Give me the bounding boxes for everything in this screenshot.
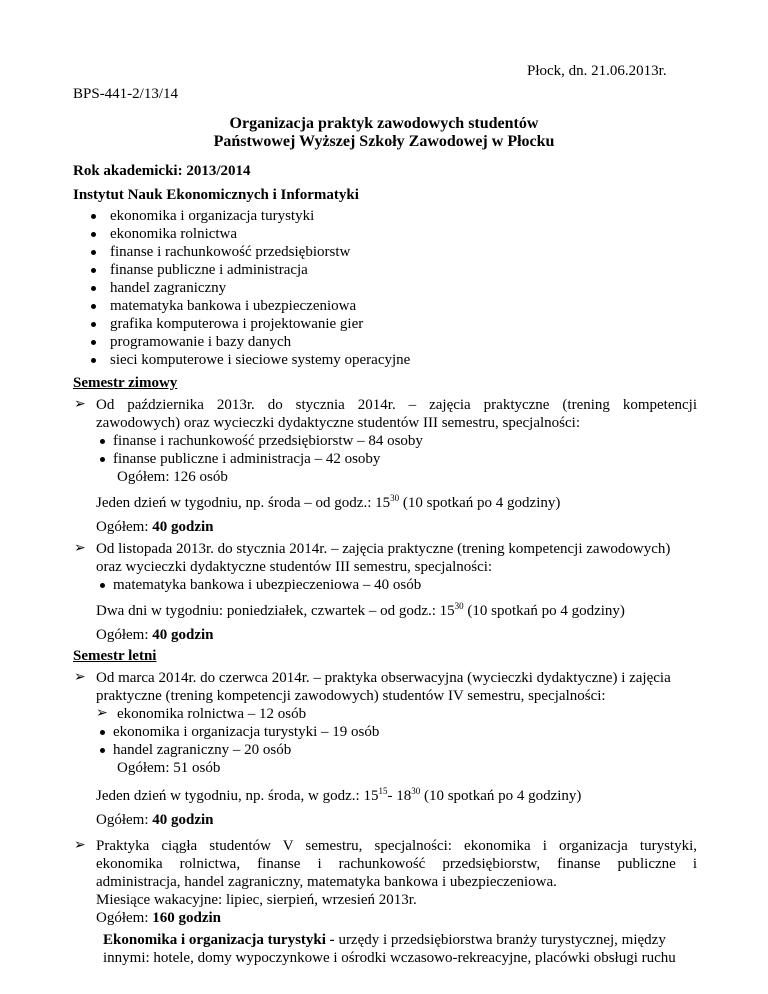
summer-block2-line2: ekonomika rolnictwa, finanse i rachunkowość przedsiębiorstw, finanse publiczne i: [96, 856, 697, 872]
list-item: grafika komputerowa i projektowanie gier: [110, 316, 364, 332]
list-item: finanse i rachunkowość przedsiębiorstw: [110, 244, 351, 260]
academic-year: Rok akademicki: 2013/2014: [73, 163, 251, 179]
list-item: handel zagraniczny: [110, 280, 227, 296]
arrow-bullet-icon: ➢: [74, 541, 86, 556]
arrow-bullet-icon: ➢: [96, 706, 108, 721]
winter-block1-total: Ogółem: 126 osób: [117, 469, 228, 485]
bullet-icon: [91, 304, 96, 309]
list-item: ekonomika rolnictwa: [110, 226, 238, 242]
summer-block1-line2: praktyczne (trening kompetencji zawodowych) studentów IV semestru, specjalności:: [96, 688, 606, 704]
summer-block2-line1: Praktyka ciągła studentów V semestru, specjalności: ekonomika i organizacja turystyki,: [96, 838, 697, 854]
summer-block2-hours: Ogółem: 160 godzin: [96, 910, 222, 926]
summer-heading: Semestr letni: [73, 648, 157, 664]
institute-name: Instytut Nauk Ekonomicznych i Informatyki: [73, 187, 359, 203]
winter-block1-schedule: Jeden dzień w tygodniu, np. środa – od godz.: $15^{30}$ (10 spotkań po 4 godziny): [96, 493, 561, 511]
summer-block1-total: Ogółem: 51 osób: [117, 760, 221, 776]
list-item: finanse i rachunkowość przedsiębiorstw – 84 osoby: [113, 433, 423, 449]
list-item: finanse publiczne i administracja – 42 osoby: [113, 451, 381, 467]
winter-block2-line2: oraz wycieczki dydaktyczne studentów III semestru, specjalności:: [96, 559, 493, 575]
list-item: ekonomika i organizacja turystyki: [110, 208, 315, 224]
bullet-icon: [100, 748, 105, 753]
bullet-icon: [91, 214, 96, 219]
tourism-line2: innymi: hotele, domy wypoczynkowe i ośrodki wczasowo-rekreacyjne, placówki obsługi ruchu: [103, 950, 676, 966]
list-item: ekonomika i organizacja turystyki – 19 osób: [113, 724, 380, 740]
summer-block2-line3: administracja, handel zagraniczny, matematyka bankowa i ubezpieczeniowa.: [96, 874, 557, 890]
winter-block1-hours: Ogółem: 40 godzin: [96, 519, 214, 535]
bullet-icon: [91, 322, 96, 327]
summer-block2-line4: Miesiące wakacyjne: lipiec, sierpień, wrzesień 2013r.: [96, 892, 417, 908]
bullet-icon: [91, 250, 96, 255]
arrow-bullet-icon: ➢: [74, 397, 86, 412]
place-date: Płock, dn. 21.06.2013r.: [527, 63, 667, 79]
winter-block1-line1: Od października 2013r. do stycznia 2014r. – zajęcia praktyczne (trening kompetencji: [96, 397, 697, 413]
bullet-icon: [91, 358, 96, 363]
list-item: finanse publiczne i administracja: [110, 262, 308, 278]
summer-block1-line1: Od marca 2014r. do czerwca 2014r. – praktyka obserwacyjna (wycieczki dydaktyczne) i zajęcia: [96, 670, 671, 686]
list-item: matematyka bankowa i ubezpieczeniowa: [110, 298, 357, 314]
list-item: ekonomika rolnictwa – 12 osób: [117, 706, 307, 722]
winter-heading: Semestr zimowy: [73, 375, 178, 391]
bullet-icon: [91, 286, 96, 291]
bullet-icon: [100, 439, 105, 444]
winter-block1-line2: zawodowych) oraz wycieczki dydaktyczne studentów III semestru, specjalności:: [96, 415, 580, 431]
bullet-icon: [91, 340, 96, 345]
list-item: handel zagraniczny – 20 osób: [113, 742, 292, 758]
arrow-bullet-icon: ➢: [74, 670, 86, 685]
list-item: sieci komputerowe i sieciowe systemy operacyjne: [110, 352, 411, 368]
list-item: matematyka bankowa i ubezpieczeniowa – 40 osób: [113, 577, 422, 593]
summer-block1-hours: Ogółem: 40 godzin: [96, 812, 214, 828]
reference-number: BPS-441-2/13/14: [73, 86, 179, 102]
bullet-icon: [91, 232, 96, 237]
title-line-2: Państwowej Wyższej Szkoły Zawodowej w Płocku: [213, 133, 555, 150]
winter-block2-line1: Od listopada 2013r. do stycznia 2014r. – zajęcia praktyczne (trening kompetencji zawodowych): [96, 541, 671, 557]
summer-block1-schedule: Jeden dzień w tygodniu, np. środa, w godz.: $15^{15}-$ $18^{30}$ (10 spotkań po 4 godziny): [96, 786, 582, 804]
bullet-icon: [100, 583, 105, 588]
bullet-icon: [100, 457, 105, 462]
winter-block2-schedule: Dwa dni w tygodniu: poniedziałek, czwartek – od godz.: $15^{30}$ (10 spotkań po 4 godziny): [96, 601, 625, 619]
title-line-1: Organizacja praktyk zawodowych studentów: [229, 115, 539, 132]
winter-block2-hours: Ogółem: 40 godzin: [96, 627, 214, 643]
arrow-bullet-icon: ➢: [74, 838, 86, 853]
bullet-icon: [100, 730, 105, 735]
tourism-line1: Ekonomika i organizacja turystyki - urzędy i przedsiębiorstwa branży turystycznej, między: [103, 932, 666, 948]
bullet-icon: [91, 268, 96, 273]
list-item: programowanie i bazy danych: [110, 334, 292, 350]
